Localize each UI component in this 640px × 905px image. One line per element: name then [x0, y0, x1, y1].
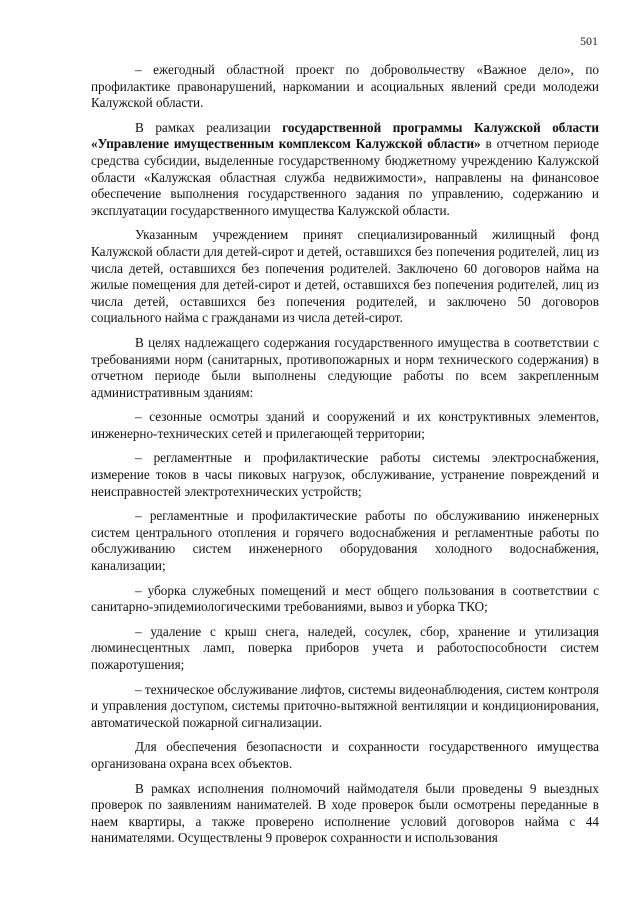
paragraph-maintenance-intro: В целях надлежащего содержания государственного имущества в соответствии с требованиями норм (санитарных, противопожарных и норм технического содержания) в отчетном периоде были выполнены следующие работы по всем закрепленным административным зданиям: [91, 334, 599, 400]
list-item-seasonal-inspections: – сезонные осмотры зданий и сооружений и их конструктивных элементов, инженерно-технических сетей и прилегающей территории; [91, 409, 599, 441]
paragraph-security: Для обеспечения безопасности и сохранности государственного имущества организована охрана всех объектов. [91, 739, 599, 771]
state-program-title: государственной программы Калужской области «Управление имущественным комплексом Калужской области» [91, 119, 599, 152]
paragraph-state-program [91, 120, 599, 220]
paragraph-inspections: В рамках исполнения полномочий наймодателя были проведены 9 выездных проверок по заявлениям нанимателей. В ходе проверок были осмотрены переданные в наем квартиры, а также проверено исполнение условий договоров найма с 44 нанимателями. Осуществлены 9 проверок сохранности и использования [91, 780, 599, 846]
list-item-power-supply: – регламентные и профилактические работы системы электроснабжения, измерение токов в часы пиковых нагрузок, обслуживание, устранение повреждений и неисправностей электротехнических устройств; [91, 450, 599, 499]
paragraph-housing-fund: Указанным учреждением принят специализированный жилищный фонд Калужской области для детей-сирот и детей, оставшихся без попечения родителей, лиц из числа детей, оставшихся без попечения родителей. Заключено 60 договоров найма на жилые помещения для детей-сирот и детей, оставшихся без попечения родителей, лиц из числа детей, оставшихся без попечения родителей, и заключено 50 договоров социального найма с гражданами из числа детей-сирот. [91, 227, 599, 326]
list-item-heating-water: – регламентные и профилактические работы по обслуживанию инженерных систем центрального отопления и горячего водоснабжения и регламентные работы по обслуживанию систем инженерного оборудования холодного водоснабжения, канализации; [91, 508, 599, 574]
list-item-cleaning: – уборка служебных помещений и мест общего пользования в соответствии с санитарно-эпидемиологическими требованиями, вывоз и уборка ТКО; [91, 582, 599, 615]
list-item-elevators: – техническое обслуживание лифтов, системы видеонаблюдения, систем контроля и управления доступом, системы приточно-вытяжной вентиляции и кондиционирования, автоматической пожарной сигнализации. [91, 681, 599, 730]
state-program-intro: В рамках реализации [135, 119, 283, 135]
paragraph-important-project: – ежегодный областной проект по добровольчеству «Важное дело», по профилактике правонарушений, наркомании и асоциальных явлений среди молодежи Калужской области. [91, 62, 599, 111]
state-program-body: в отчетном периоде средства субсидии, выделенные государственному бюджетному учреждению Калужской области «Калужская областная служба недвижимости», направлены на финансовое обеспечение выполнения государственного задания по управлению, содержанию и эксплуатации государственного имущества Калужской области. [91, 136, 599, 218]
list-item-roof-snow: – удаление с крыш снега, наледей, сосулек, сбор, хранение и утилизация люминесцентных ламп, поверка приборов учета и работоспособности систем пожаротушения; [91, 623, 599, 672]
page-number: 501 [580, 34, 598, 48]
document-body [91, 62, 599, 855]
